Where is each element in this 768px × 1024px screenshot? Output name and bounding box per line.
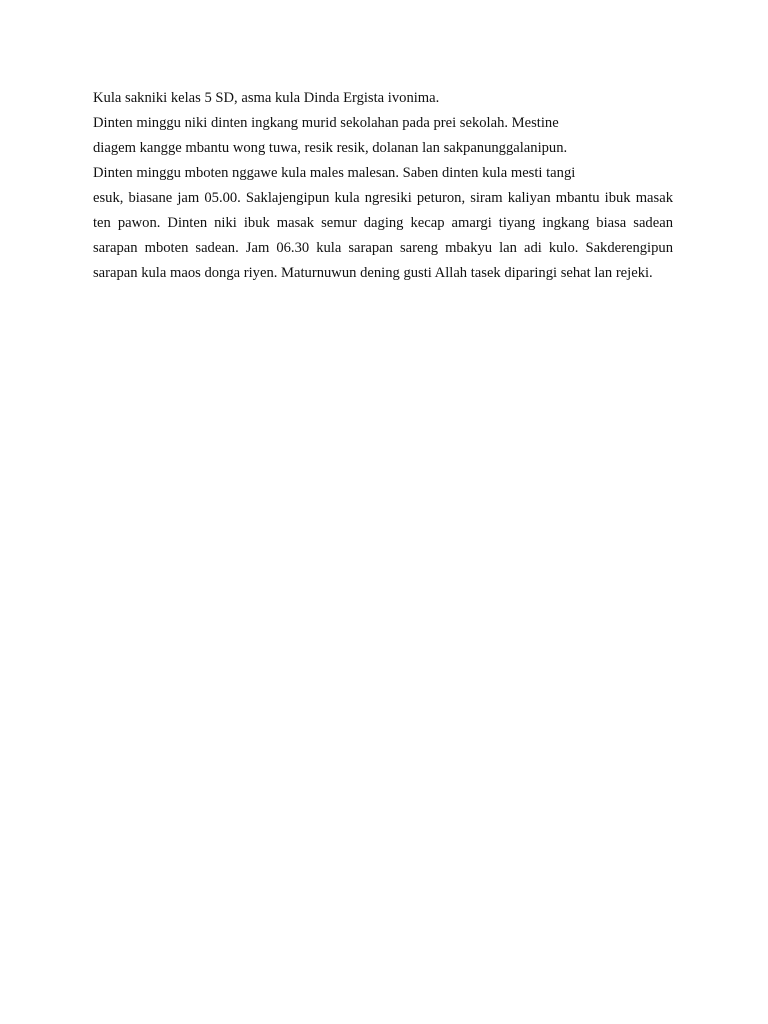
text-line-2: Dinten minggu niki dinten ingkang murid sekolahan pada prei sekolah. Mestine [93, 115, 559, 131]
justified-paragraph: esuk, biasane jam 05.00. Saklajengipun kula ngresiki peturon, siram kaliyan mbantu ibuk masak ten pawon. Dinten niki ibuk masak semur daging kecap amargi tiyang ingkang biasa sadean sarapan mboten sadean. Jam 06.30 kula sarapan sareng mbakyu lan adi kulo. Sakderengipun sarapan kula maos donga riyen. Maturnuwun dening gusti Allah tasek diparingi sehat lan rejeki. [93, 190, 673, 281]
text-line-4: Dinten minggu mboten nggawe kula males malesan. Saben dinten kula mesti tangi [93, 165, 576, 181]
text-line-1: Kula sakniki kelas 5 SD, asma kula Dinda Ergista ivonima. [93, 90, 440, 106]
text-line-3: diagem kangge mbantu wong tuwa, resik resik, dolanan lan sakpanunggalanipun. [93, 140, 568, 156]
body-text [93, 86, 673, 286]
